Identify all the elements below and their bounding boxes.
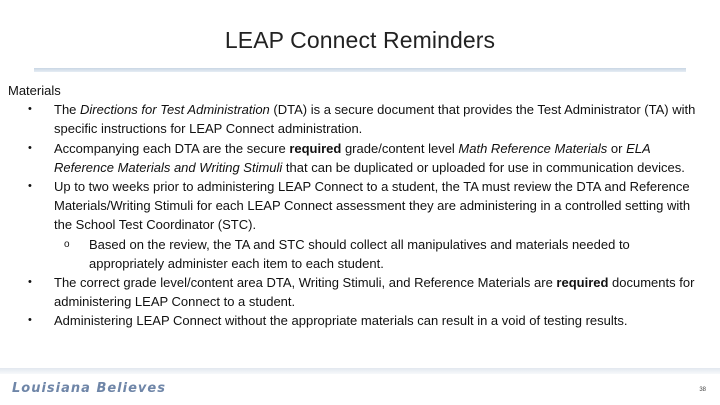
sub-bullet-list	[54, 235, 708, 273]
slide-title: LEAP Connect Reminders	[224, 27, 496, 53]
bullet-emphasis: Math Reference Materials	[458, 140, 608, 156]
bullet-text: The correct grade level/content area DTA, Writing Stimuli, and Reference Materials are	[54, 275, 557, 291]
bullet-icon: •	[28, 141, 32, 154]
page-number: 38	[699, 387, 706, 393]
bullet-text: grade/content level	[341, 140, 459, 156]
footer-divider	[0, 368, 720, 374]
bullet-icon: •	[28, 103, 32, 116]
bullet-list	[8, 100, 708, 330]
bullet-text: that can be duplicated or uploaded for use in communication devices.	[282, 159, 685, 175]
bullet-icon: •	[28, 314, 32, 327]
bullet-icon: •	[28, 276, 32, 289]
section-heading: Materials	[8, 83, 61, 98]
bullet-strong: required	[289, 140, 342, 156]
slide-content	[8, 81, 708, 331]
bullet-text: documents for administering LEAP Connect to a student.	[54, 275, 695, 310]
bullet-item	[8, 100, 708, 138]
bullet-text: or	[607, 140, 627, 156]
bullet-item	[8, 273, 708, 311]
sub-bullet-text: Based on the review, the TA and STC should collect all manipulatives and materials needed to appropriately administer each item to each student.	[89, 236, 630, 271]
bullet-item	[8, 311, 708, 330]
bullet-text: The	[54, 102, 81, 118]
circle-bullet-icon: o	[64, 238, 70, 250]
bullet-text: (DTA) is a secure document that provides the Test Administrator (TA) with specific instructions for LEAP Connect administration.	[54, 102, 696, 137]
louisiana-believes-logo: Louisiana Believes	[12, 381, 166, 396]
bullet-text: Accompanying each DTA are the secure	[54, 140, 290, 156]
bullet-item	[8, 177, 708, 273]
bullet-item	[8, 139, 708, 177]
bullet-text: Administering LEAP Connect without the appropriate materials can result in a void of testing results.	[54, 313, 628, 329]
bullet-emphasis: ELA Reference Materials and Writing Stimuli	[54, 140, 651, 175]
sub-bullet-item	[54, 235, 708, 273]
bullet-text: Up to two weeks prior to administering LEAP Connect to a student, the TA must review the DTA and Reference Materials/Writing Stimuli for each LEAP Connect assessment they are administering in a controlled setting with the School Test Coordinator (STC).	[54, 179, 691, 233]
bullet-icon: •	[28, 180, 32, 193]
title-divider	[34, 68, 686, 72]
bullet-emphasis: Directions for Test Administration	[80, 102, 274, 118]
bullet-strong: required	[556, 275, 609, 291]
